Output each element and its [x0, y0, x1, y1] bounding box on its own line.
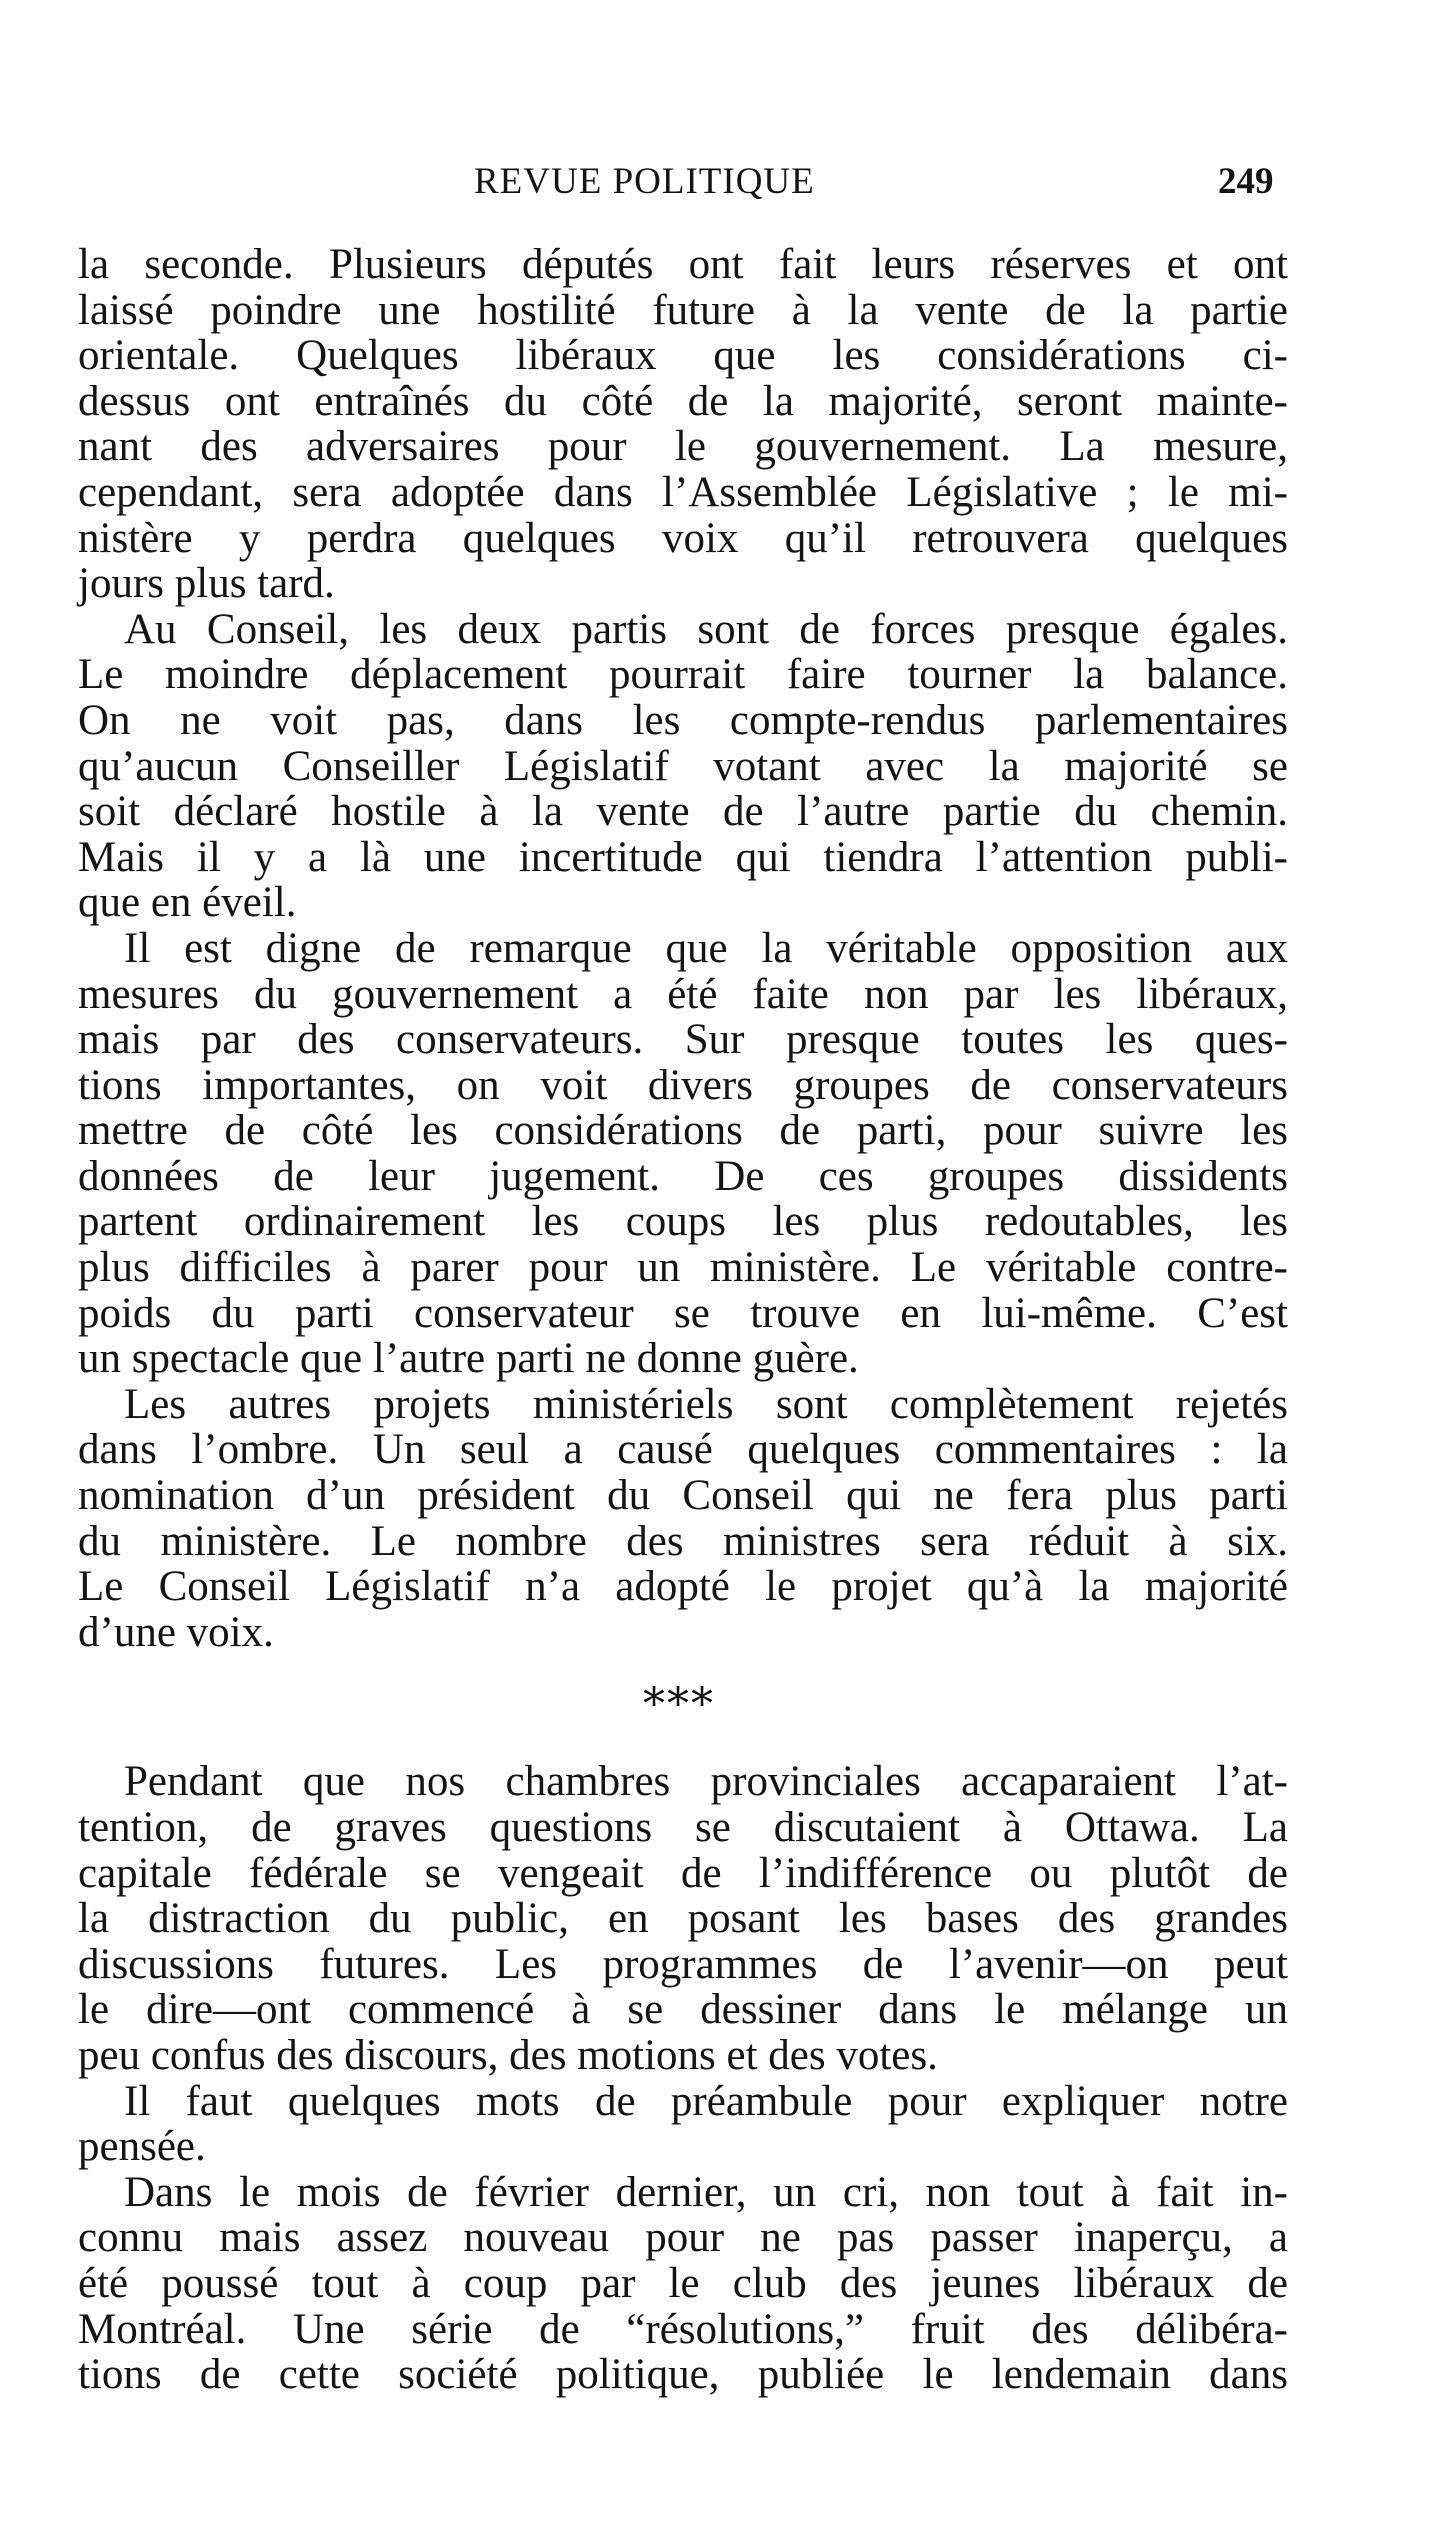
text-line: du ministère. Le nombre des ministres sera réduit à six. — [78, 1517, 1288, 1565]
text-line: nomination d’un président du Conseil qui ne fera plus parti — [78, 1472, 1288, 1520]
paragraph — [78, 1382, 1288, 1656]
text-line: partent ordinairement les coups les plus redoutables, les — [78, 1198, 1288, 1246]
text-line: un spectacle que l’autre parti ne donne guère. — [78, 1335, 859, 1383]
text-line: dans l’ombre. Un seul a causé quelques commentaires : la — [78, 1426, 1288, 1474]
text-line: qu’aucun Conseiller Législatif votant avec la majorité se — [78, 742, 1288, 790]
page-number: 249 — [1218, 161, 1274, 202]
text-line: plus difficiles à parer pour un ministère. Le véritable contre- — [78, 1244, 1288, 1292]
text-line: capitale fédérale se vengeait de l’indifférence ou plutôt de — [78, 1849, 1288, 1897]
text-line: Il est digne de remarque que la véritable opposition aux — [124, 924, 1288, 972]
text-line: d’une voix. — [78, 1608, 274, 1656]
section-break — [78, 1655, 1288, 1759]
paragraphs-before-break — [78, 242, 1288, 1655]
text-line: cependant, sera adoptée dans l’Assemblée Législative ; le mi- — [78, 468, 1288, 516]
text-line: discussions futures. Les programmes de l’avenir—on peut — [78, 1940, 1288, 1988]
text-line: Le moindre déplacement pourrait faire tourner la balance. — [78, 651, 1288, 699]
paragraph — [78, 2170, 1288, 2398]
paragraph — [78, 1759, 1288, 2078]
text-line: dessus ont entraînés du côté de la majorité, seront mainte- — [78, 377, 1288, 425]
text-line: Dans le mois de février dernier, un cri, non tout à fait in- — [124, 2168, 1288, 2216]
text-line: données de leur jugement. De ces groupes dissidents — [78, 1152, 1288, 1200]
text-line: pensée. — [78, 2123, 206, 2171]
text-line: été poussé tout à coup par le club des jeunes libéraux de — [78, 2259, 1288, 2307]
text-line: Au Conseil, les deux partis sont de forces presque égales. — [124, 605, 1288, 653]
text-line: orientale. Quelques libéraux que les considérations ci- — [78, 332, 1288, 380]
paragraph — [78, 607, 1288, 926]
paragraph — [78, 2079, 1288, 2170]
text-line: On ne voit pas, dans les compte-rendus parlementaires — [78, 696, 1288, 744]
paragraph — [78, 242, 1288, 607]
text-line: mais par des conservateurs. Sur presque toutes les ques- — [78, 1016, 1288, 1064]
running-title: REVUE POLITIQUE — [474, 161, 815, 202]
text-line: jours plus tard. — [78, 560, 335, 608]
text-line: Les autres projets ministériels sont complètement rejetés — [124, 1380, 1288, 1428]
text-line: la seconde. Plusieurs députés ont fait leurs réserves et ont — [78, 241, 1288, 288]
text-line: Montréal. Une série de “résolutions,” fruit des délibéra- — [78, 2305, 1288, 2353]
text-line: connu mais assez nouveau pour ne pas passer inaperçu, a — [78, 2214, 1288, 2262]
text-line: nistère y perdra quelques voix qu’il retrouvera quelques — [78, 514, 1288, 562]
text-line: mesures du gouvernement a été faite non par les libéraux, — [78, 970, 1288, 1018]
paragraph — [78, 926, 1288, 1382]
body-text — [78, 242, 1288, 2398]
text-line: soit déclaré hostile à la vente de l’autre partie du chemin. — [78, 788, 1288, 836]
text-line: tions de cette société politique, publiée le lendemain dans — [78, 2351, 1288, 2399]
text-line: tention, de graves questions se discutaient à Ottawa. La — [78, 1804, 1288, 1851]
asterism: ⁎⁎⁎ — [643, 1666, 715, 1716]
text-line: nant des adversaires pour le gouvernement. La mesure, — [78, 423, 1288, 471]
text-line: poids du parti conservateur se trouve en lui-même. C’est — [78, 1289, 1288, 1337]
text-line: Le Conseil Législatif n’a adopté le projet qu’à la majorité — [78, 1563, 1288, 1611]
text-line: laissé poindre une hostilité future à la vente de la partie — [78, 286, 1288, 334]
text-line: que en éveil. — [78, 879, 297, 927]
text-line: la distraction du public, en posant les bases des grandes — [78, 1895, 1288, 1943]
paragraphs-after-break — [78, 1759, 1288, 2397]
text-line: le dire—ont commencé à se dessiner dans le mélange un — [78, 1986, 1288, 2034]
text-line: Mais il y a là une incertitude qui tiendra l’attention publi- — [78, 833, 1288, 881]
text-line: mettre de côté les considérations de parti, pour suivre les — [78, 1107, 1288, 1155]
text-line: Il faut quelques mots de préambule pour expliquer notre — [124, 2077, 1288, 2125]
text-line: Pendant que nos chambres provinciales accaparaient l’at- — [124, 1758, 1288, 1806]
text-line: tions importantes, on voit divers groupes de conservateurs — [78, 1061, 1288, 1109]
text-line: peu confus des discours, des motions et des votes. — [78, 2031, 938, 2079]
running-head — [0, 160, 1432, 210]
